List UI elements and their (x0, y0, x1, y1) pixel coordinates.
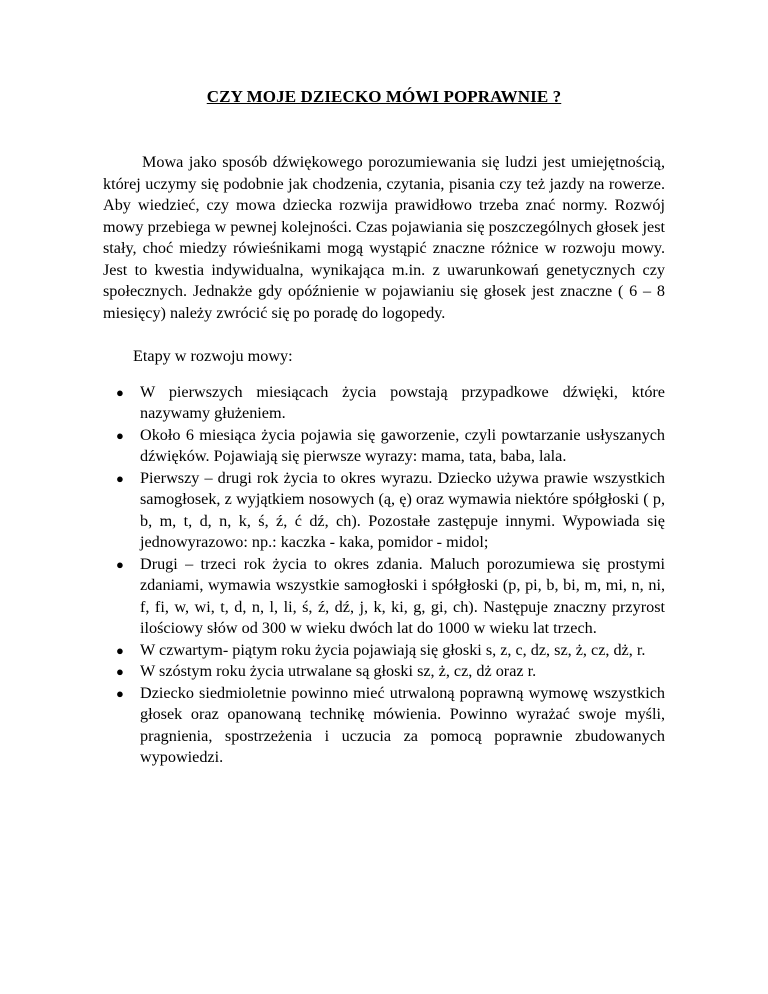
list-item (103, 554, 665, 640)
stages-heading: Etapy w rozwoju mowy: (133, 347, 293, 365)
list-item (103, 683, 665, 769)
list-item (103, 382, 665, 425)
intro-paragraph: Mowa jako sposób dźwiękowego porozumiewania się ludzi jest umiejętnością, której uczymy się podobnie jak chodzenia, czytania, pisania czy też jazdy na rowerze. Aby wiedzieć, czy mowa dziecka rozwija prawidłowo trzeba znać normy. Rozwój mowy przebiega w pewnej kolejności. Czas pojawiania się poszczególnych głosek jest stały, choć miedzy rówieśnikami mogą wystąpić znaczne różnice w rozwoju mowy. Jest to kwestia indywidualna, wynikająca m.in. z uwarunkowań genetycznych czy społecznych. Jednakże gdy opóźnienie w pojawianiu się głosek jest znaczne ( 6 – 8 miesięcy) należy zwrócić się po poradę do logopedy. (103, 153, 665, 322)
bullet-icon: ● (116, 685, 124, 701)
page-title: CZY MOJE DZIECKO MÓWI POPRAWNIE ? (206, 87, 562, 106)
list-item (103, 425, 665, 468)
bullet-icon: ● (116, 556, 124, 572)
list-item (103, 661, 665, 683)
list-item-text: W czwartym- piątym roku życia pojawiają się głoski s, z, c, dz, sz, ż, cz, dż, r. (140, 640, 646, 659)
list-item (103, 640, 665, 662)
list-item-text: Dziecko siedmioletnie powinno mieć utrwaloną poprawną wymowę wszystkich głosek oraz opanowaną technikę mówienia. Powinno wyrażać swoje myśli, pragnienia, spostrzeżenia i uczucia za pomocą poprawnie zbudowanych wypowiedzi. (140, 683, 665, 766)
list-item-text: W szóstym roku życia utrwalane są głoski sz, ż, cz, dż oraz r. (140, 662, 537, 680)
list-item-text: W pierwszych miesiącach życia powstają przypadkowe dźwięki, które nazywamy głużeniem. (140, 382, 665, 422)
list-item (103, 468, 665, 554)
bullet-icon: ● (116, 427, 124, 443)
list-item-text: Pierwszy – drugi rok życia to okres wyrazu. Dziecko używa prawie wszystkich samogłosek, z wyjątkiem nosowych (ą, ę) oraz wymawia niektóre spółgłoski ( p, b, m, t, d, n, k, ś, ź, ć dź, ch). Pozostałe zastępuje innymi. Wypowiada się jednowyrazowo: np.: kaczka - kaka, pomidor - midol; (140, 468, 665, 551)
list-item-text: Drugi – trzeci rok życia to okres zdania. Maluch porozumiewa się prostymi zdaniami, wymawia wszystkie samogłoski i spółgłoski (p, pi, b, bi, m, mi, n, ni, f, fi, w, wi, t, d, n, l, li, ś, ź, dź, j, k, ki, g, gi, ch). Następuje znaczny przyrost ilościowy słów od 300 w wieku dwóch lat do 1000 w wieku lat trzech. (140, 554, 665, 637)
document-page (103, 86, 665, 769)
bullet-icon: ● (116, 664, 124, 679)
bullet-icon: ● (116, 642, 124, 658)
bullet-icon: ● (116, 384, 124, 400)
list-item-text: Około 6 miesiąca życia pojawia się gaworzenie, czyli powtarzanie usłyszanych dźwięków. Pojawiają się pierwsze wyrazy: mama, tata, baba, lala. (140, 425, 665, 465)
bullet-icon: ● (116, 470, 124, 486)
stages-list (103, 382, 665, 769)
